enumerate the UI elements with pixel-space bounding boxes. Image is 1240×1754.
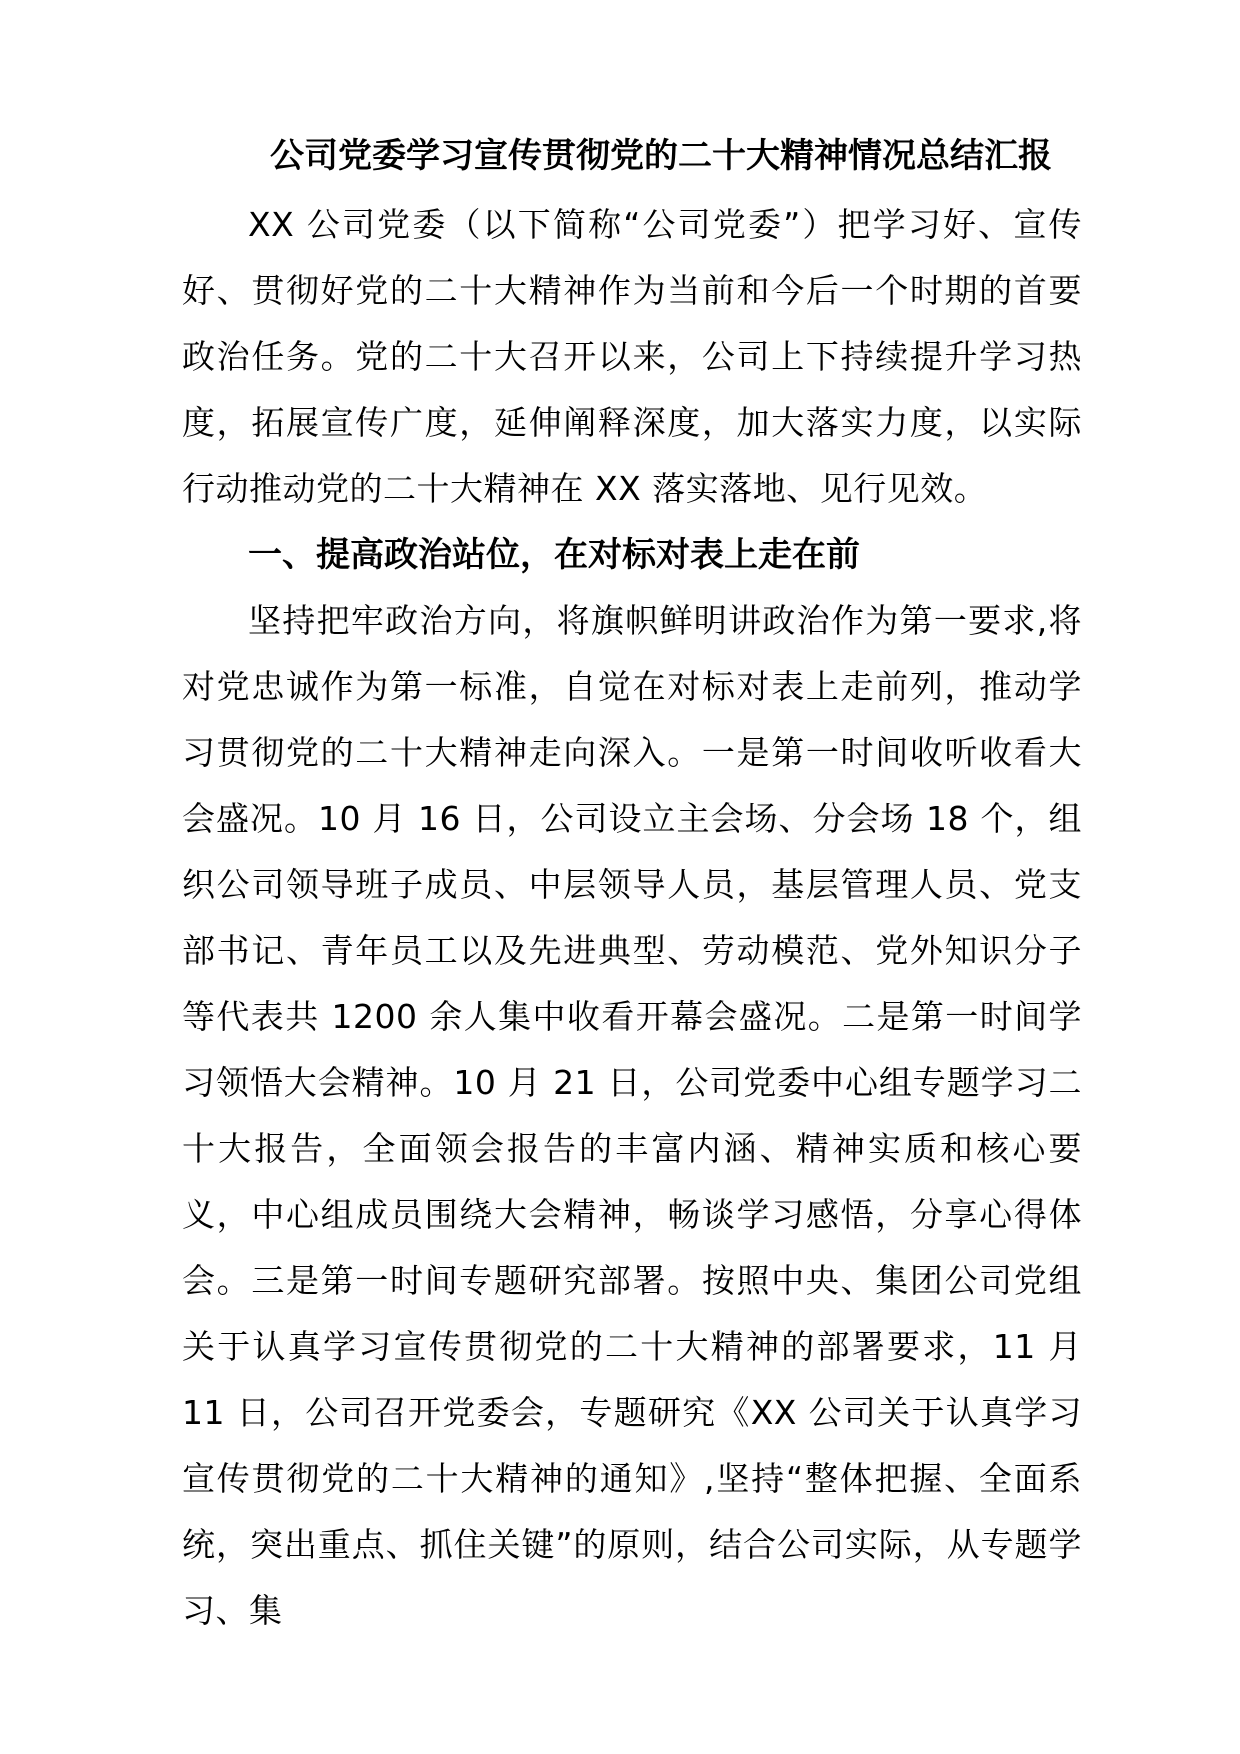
section-one-heading: 一、提高政治站位，在对标对表上走在前 xyxy=(248,535,860,575)
intro-paragraph: XX 公司党委（以下简称“公司党委”）把学习好、宣传好、贯彻好党的二十大精神作为当前和今后一个时期的首要政治任务。党的二十大召开以来，公司上下持续提升学习热度，拓展宣传广度，延伸阐释深度，加大落实力度，以实际行动推动党的二十大精神在 XX 落实落地、见行见效。 xyxy=(182,205,1082,508)
document-title: 公司党委学习宣传贯彻党的二十大精神情况总结汇报 xyxy=(270,136,1052,176)
section-one-paragraph: 坚持把牢政治方向，将旗帜鲜明讲政治作为第一要求,将对党忠诚作为第一标准，自觉在对标对表上走前列，推动学习贯彻党的二十大精神走向深入。一是第一时间收听收看大会盛况。10 月 16 日，公司设立主会场、分会场 18 个，组织公司领导班子成员、中层领导人员，基层管理人员、党支部书记、青年员工以及先进典型、劳动模范、党外知识分子等代表共 1200 余人集中收看开幕会盛况。二是第一时间学习领悟大会精神。10 月 21 日，公司党委中心组专题学习二十大报告，全面领会报告的丰富内涵、精神实质和核心要义，中心组成员围绕大会精神，畅谈学习感悟，分享心得体会。三是第一时间专题研究部署。按照中央、集团公司党组关于认真学习宣传贯彻党的二十大精神的部署要求，11 月 11 日，公司召开党委会，专题研究《XX 公司关于认真学习宣传贯彻党的二十大精神的通知》,坚持“整体把握、全面系统，突出重点、抓住关键”的原则，结合公司实际，从专题学习、集 xyxy=(182,601,1082,1630)
